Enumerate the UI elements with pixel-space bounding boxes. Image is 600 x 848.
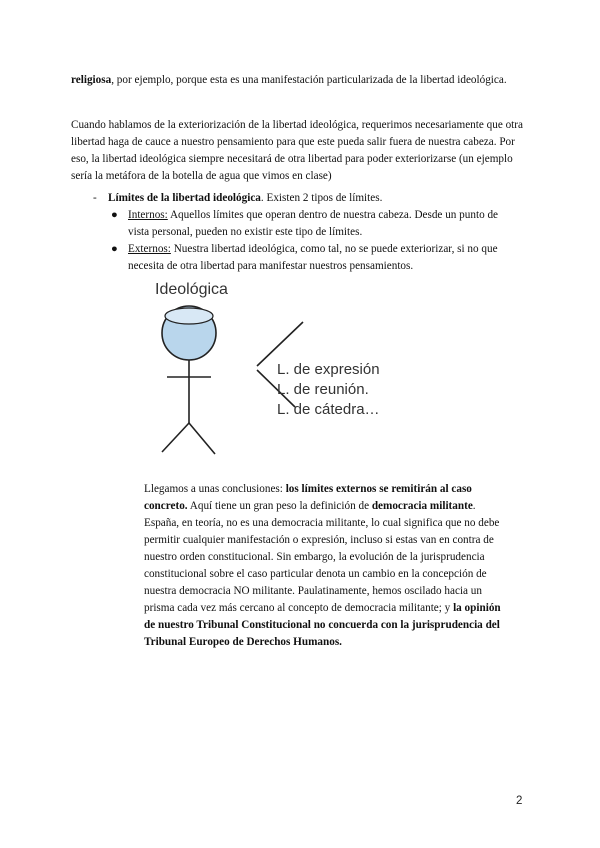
para3-bold-democracia-militante: democracia militante [371, 500, 473, 512]
paragraph-conclusiones [144, 481, 512, 651]
page-number: 2 [516, 795, 523, 807]
figure-item-catedra: L. de cátedra… [277, 401, 380, 418]
paragraph-religiosa [71, 72, 526, 89]
bullet-text-internos: Aquellos límites que operan dentro de nuestra cabeza. Desde un punto de vista personal, pueden no existir este tipo de límites. [128, 209, 499, 238]
bold-religiosa: religiosa [71, 74, 112, 86]
bullet-marker: ● [111, 243, 118, 255]
stick-figure-right-leg [189, 423, 215, 454]
figure-title: Ideológica [155, 281, 228, 298]
dash-marker: - [93, 192, 97, 204]
bullet-text-externos: Nuestra libertad ideológica, como tal, no se puede exteriorizar, si no que necesita de otra libertad para manifestar nuestros pensamientos. [128, 243, 498, 272]
paragraph-exteriorizacion: Cuando hablamos de la exteriorización de la libertad ideológica, requerimos necesariamente que otra libertad haga de cauce a nuestro pensamiento para que este pueda salir fuera de nuestra cabeza. Por eso, la libertad ideológica siempre necesitará de otra libertad para poder exteriorizarse (un ejemplo sería la metáfora de la botella de agua que vimos en clase) [71, 119, 523, 182]
para3-text-2: Aquí tiene un gran peso la definición de [187, 500, 372, 512]
bullet-externos [111, 241, 506, 275]
bottle-rim [165, 308, 213, 324]
figure-item-reunion: L. de reunión. [277, 381, 369, 398]
bullet-label-internos: Internos: [128, 209, 168, 221]
para3-bold-1: los límites externos se remitirán al caso concreto. [144, 483, 472, 512]
bullet-internos [111, 207, 506, 241]
bullet-label-externos: Externos: [128, 243, 171, 255]
figure-item-expresion: L. de expresión [277, 361, 380, 378]
para1-text: , por ejemplo, porque esta es una manifestación particularizada de la libertad ideológica. [111, 74, 507, 86]
para3-text-1: Llegamos a unas conclusiones: [144, 483, 286, 495]
stick-figure-left-leg [162, 423, 189, 452]
bullet-marker: ● [111, 209, 118, 221]
limits-heading: Límites de la libertad ideológica [108, 192, 261, 204]
diagram-upper-line [257, 322, 303, 366]
para3-bold-3: la opinión de nuestro Tribunal Constitucional no concuerda con la jurisprudencia del Tribunal Europeo de Derechos Humanos. [144, 602, 501, 648]
ideologica-diagram [145, 276, 405, 462]
limits-text: . Existen 2 tipos de límites. [260, 192, 383, 204]
para3-text-3: . España, en teoría, no es una democracia militante, lo cual significa que no debe permitir cualquier manifestación o expresión, incluso si estas van en contra de nuestro orden constitucional. Sin embargo, la evolución de la jurisprudencia constitucional sobre el caso particular denota un cambio en la concepción de nuestra democracia NO militante. Paulatinamente, hemos oscilado hacia un prisma cada vez más cercano al concepto de democracia militante; y [144, 500, 500, 614]
